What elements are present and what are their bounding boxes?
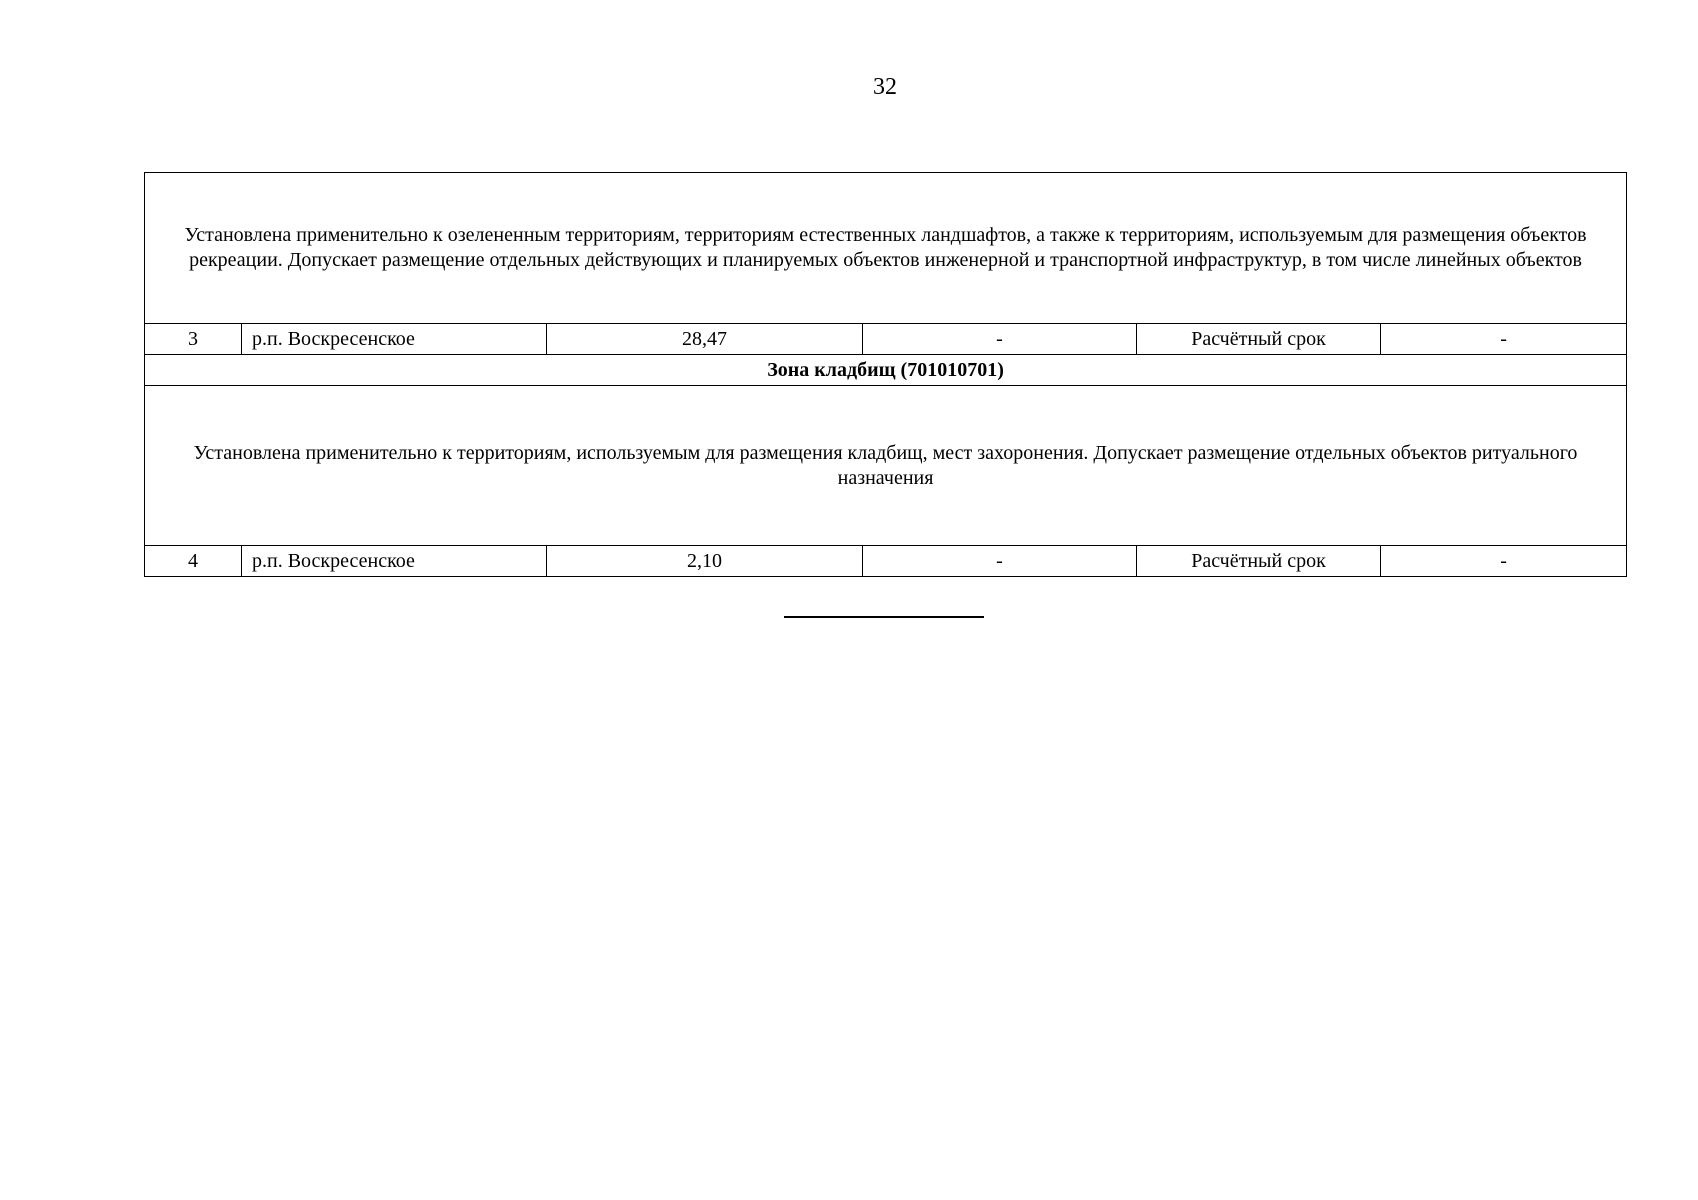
location-cell: р.п. Воскресенское xyxy=(242,324,547,355)
dash-cell: - xyxy=(1381,324,1627,355)
area-cell: 2,10 xyxy=(547,546,863,577)
zone-description-row xyxy=(145,386,1627,546)
zone-description: Установлена применительно к территориям, используемым для размещения кладбищ, мест захоронения. Допускает размещение отдельных объектов ритуального назначения xyxy=(145,386,1627,546)
page-number: 32 xyxy=(873,74,897,100)
term-cell: Расчётный срок xyxy=(1137,324,1381,355)
dash-cell: - xyxy=(863,324,1137,355)
end-divider xyxy=(784,616,984,618)
area-cell: 28,47 xyxy=(547,324,863,355)
zone-description-row xyxy=(145,173,1627,324)
zones-table xyxy=(144,172,1627,577)
term-cell: Расчётный срок xyxy=(1137,546,1381,577)
dash-cell: - xyxy=(863,546,1137,577)
row-number: 3 xyxy=(145,324,242,355)
zone-title-row xyxy=(145,355,1627,386)
row-number: 4 xyxy=(145,546,242,577)
location-cell: р.п. Воскресенское xyxy=(242,546,547,577)
zone-description: Установлена применительно к озелененным территориям, территориям естественных ландшафтов, а также к территориям, используемым для размещения объектов рекреации. Допускает размещение отдельных действующих и планируемых объектов инженерной и транспортной инфраструктур, в том числе линейных объектов xyxy=(145,173,1627,324)
table-row xyxy=(145,324,1627,355)
dash-cell: - xyxy=(1381,546,1627,577)
zone-title: Зона кладбищ (701010701) xyxy=(145,355,1627,386)
table-row xyxy=(145,546,1627,577)
